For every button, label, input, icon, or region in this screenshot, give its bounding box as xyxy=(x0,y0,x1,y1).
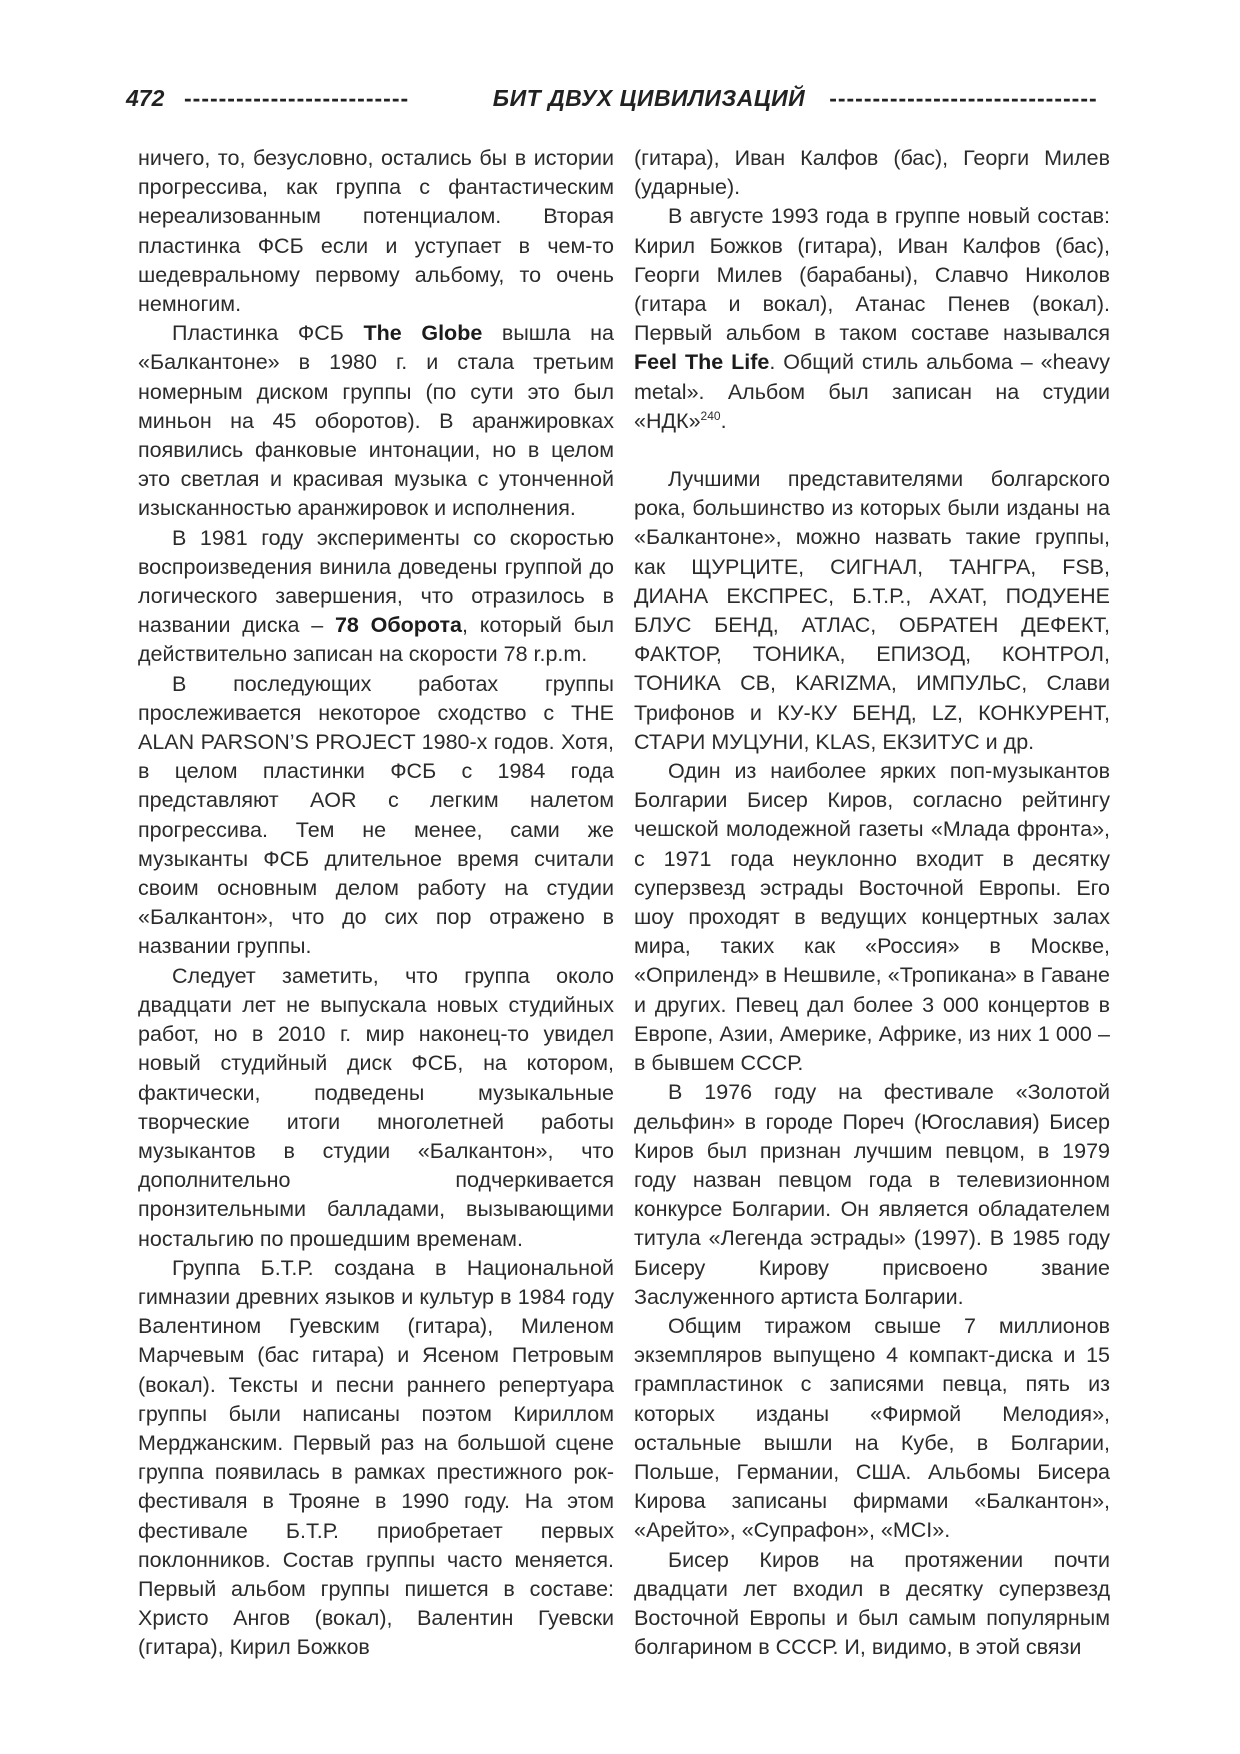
paragraph: Следует заметить, что группа около двадцати лет не выпускала новых студийных работ, но в 2010 г. мир наконец-то увидел новый студийный диск ФСБ, на котором, фактически, подведены музыкальные творческие итоги многолетней работы музыкантов в студии «Балкантон», что дополнительно подчеркивается пронзительными балладами, вызывающими ностальгию по прошедшим временам. xyxy=(138,963,614,1251)
paragraph-text: В августе 1993 года в группе новый состав: Кирил Божков (гитара), Иван Калфов (бас), Георги Милев (барабаны), Славчо Николов (гитара и вокал), Атанас Пенев (вокал). Первый альбом в таком составе назывался xyxy=(634,204,1110,346)
paragraph: В последующих работах группы прослеживается некоторое сходство с THE ALAN PARSON’S PROJECT 1980-х годов. Хотя, в целом пластинки ФСБ с 1984 года представляют AOR с легким налетом прогрессива. Тем не менее, сами же музыканты ФСБ длительное время считали своим основным делом работу на студии «Балкантон», что до сих пор отражено в названии группы. xyxy=(138,671,614,959)
paragraph-text: , который был действительно записан на скорости 78 r.p.m. xyxy=(138,613,614,667)
paragraph: (гитара), Иван Калфов (бас), Георги Милев (ударные). xyxy=(634,146,1110,200)
paragraph-text: вышла на «Балкантоне» в 1980 г. и стала третьим номерным диском группы (по сути это был миньон на 45 оборотов). В аранжировках появились фанковые интонации, но в целом это светлая и красивая музыка с утонченной изысканностью аранжировок и исполнения. xyxy=(138,321,615,521)
paragraph: Один из наиболее ярких поп-музыкантов Болгарии Бисер Киров, согласно рейтингу чешской молодежной газеты «Млада фронта», с 1971 года неуклонно входит в десятку суперзвезд эстрады Восточной Европы. Его шоу проходят в ведущих концертных залах мира, таких как «Россия» в Москве, «Оприленд» в Нешвиле, «Тропикана» в Гаване и других. Певец дал более 3 000 концертов в Европе, Азии, Америке, Африке, из них 1 000 – в бывшем СССР. xyxy=(634,759,1110,1076)
header-rule-right: ------------------------------- xyxy=(829,84,1098,111)
header-rule-left: -------------------------- xyxy=(184,84,410,111)
paragraph: Общим тиражом свыше 7 миллионов экземпляров выпущено 4 компакт-диска и 15 грампластинок с записями певца, пять из которых изданы «Фирмой Мелодия», остальные вышли на Кубе, в Болгарии, Польше, Германии, США. Альбомы Бисера Кирова записаны фирмами «Балкантон», «Арейто», «Супрафон», «MCI». xyxy=(634,1313,1110,1543)
right-column xyxy=(634,144,1110,1662)
running-header xyxy=(126,82,1116,114)
book-title: БИТ ДВУХ ЦИВИЛИЗАЦИЙ xyxy=(492,84,806,111)
paragraph-text: . xyxy=(720,408,727,433)
paragraph: Группа Б.Т.Р. создана в Национальной гимназии древних языков и культур в 1984 году Валентином Гуевским (гитара), Миленом Марчевым (бас гитара) и Ясеном Петровым (вокал). Тексты и песни раннего репертуара группы были написаны поэтом Кириллом Мерджанским. Первый раз на большой сцене группа появилась в рамках престижного рок-фестиваля в Трояне в 1990 году. На этом фестивале Б.Т.Р. приобретает первых поклонников. Состав группы часто меняется. Первый альбом группы пишется в составе: Христо Ангов (вокал), Валентин Гуевски (гитара), Кирил Божков xyxy=(138,1255,614,1660)
album-title: Feel The Life xyxy=(634,350,770,375)
paragraph: ничего, то, безусловно, остались бы в истории прогрессива, как группа с фантастическим нереализованным потенциалом. Вторая пластинка ФСБ если и уступает в чем-то шедевральному первому альбому, то очень немногим. xyxy=(138,146,614,317)
album-title: 78 Оборота xyxy=(334,613,463,638)
paragraph xyxy=(138,319,614,523)
paragraph-text: Пластинка ФСБ xyxy=(172,321,364,346)
album-title: The Globe xyxy=(363,321,483,346)
paragraph xyxy=(634,202,1110,436)
paragraph: В 1976 году на фестивале «Золотой дельфин» в городе Пореч (Югославия) Бисер Киров был признан лучшим певцом, в 1979 году назван певцом года в телевизионном конкурсе Болгарии. Он является обладателем титула «Легенда эстрады» (1997). В 1985 году Бисеру Кирову присвоено звание Заслуженного артиста Болгарии. xyxy=(634,1080,1110,1309)
paragraph xyxy=(138,524,614,670)
left-column xyxy=(138,144,614,1663)
paragraph: Лучшими представителями болгарского рока, большинство из которых были изданы на «Балкантоне», можно назвать такие группы, как ЩУРЦИТЕ, СИГНАЛ, ТАНГРА, FSB, ДИАНА ЕКСПРЕС, Б.Т.Р., АХАТ, ПОДУЕНЕ БЛУС БЕНД, АТЛАС, ОБРАТЕН ДЕФЕКТ, ФАКТОР, ТОНИКА, ЕПИЗОД, КОНТРОЛ, ТОНИКА СВ, KARIZMA, ИМПУЛЬС, Слави Трифонов и КУ-КУ БЕНД, LZ, КОНКУРЕНТ, СТАРИ МУЦУНИ, KLAS, ЕКЗИТУС и др. xyxy=(634,467,1110,754)
paragraph-text: В 1981 году эксперименты со скоростью воспроизведения винила доведены группой до логического завершения, что отразилось в названии диска – xyxy=(138,525,614,638)
page-number: 472 xyxy=(126,84,165,111)
paragraph-text: . Общий стиль альбома – «heavy metal». Альбом был записан на студии «НДК» xyxy=(634,350,1110,433)
footnote-ref: 240 xyxy=(700,408,721,423)
paragraph: Бисер Киров на протяжении почти двадцати лет входил в десятку суперзвезд Восточной Европы и был самым популярным болгарином в СССР. И, видимо, в этой связи xyxy=(634,1547,1110,1660)
